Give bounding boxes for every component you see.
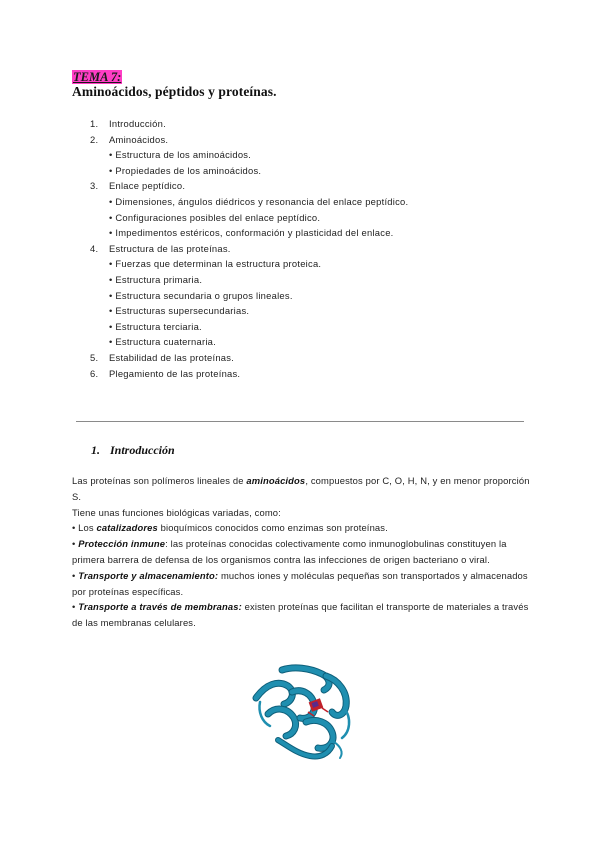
toc-item	[0, 116, 600, 132]
toc-subitem-text: • Propiedades de los aminoácidos.	[109, 164, 262, 176]
toc-subitem	[0, 163, 600, 179]
toc-subitem	[0, 256, 600, 272]
paragraph: Tiene unas funciones biológicas variadas, como:	[72, 506, 281, 518]
bold-term: aminoácidos	[246, 475, 306, 486]
bullet-item: • Transporte a través de membranas: existen proteínas que facilitan el transporte de materiales a través de las membranas celulares.	[72, 601, 529, 629]
toc-subitem	[0, 272, 600, 288]
bold-term: Transporte a través de membranas:	[78, 601, 242, 613]
toc-number: 5.	[90, 351, 99, 363]
toc-subitem	[0, 303, 600, 319]
toc-subitem-text: • Estructuras supersecundarias.	[109, 305, 250, 317]
toc-text: Estructura de las proteínas.	[109, 242, 231, 254]
toc-subitem	[0, 147, 600, 163]
toc-item	[0, 350, 600, 366]
toc-subitem-text: • Configuraciones posibles del enlace peptídico.	[109, 211, 321, 223]
toc-subitem	[0, 225, 600, 241]
bold-term: catalizadores	[96, 522, 158, 534]
section-divider	[76, 421, 524, 422]
toc-subitem	[0, 319, 600, 335]
paragraph: Las proteínas son polímeros lineales de aminoácidos, compuestos por C, O, H, N, y en menor proporción S.	[72, 475, 530, 502]
toc-subitem-text: • Fuerzas que determinan la estructura proteica.	[109, 258, 322, 270]
toc-text: Plegamiento de las proteínas.	[109, 367, 241, 379]
toc-item	[0, 366, 600, 382]
toc-number: 6.	[90, 367, 99, 379]
section-number: 1.	[91, 443, 100, 457]
bullet-item: • Protección inmune: las proteínas conocidas colectivamente como inmunoglobulinas constituyen la primera barrera de defensa de los organismos contra las infecciones de origen bacteriano o viral.	[72, 538, 507, 565]
toc-subitem-text: • Estructura cuaternaria.	[109, 336, 216, 348]
toc-subitem	[0, 334, 600, 350]
toc-subitem-text: • Estructura secundaria o grupos lineales.	[109, 289, 293, 301]
section-heading	[91, 443, 175, 458]
protein-structure-image	[248, 662, 364, 766]
toc-subitem-text: • Dimensiones, ángulos diédricos y resonancia del enlace peptídico.	[109, 195, 409, 207]
toc-item	[0, 241, 600, 257]
toc-text: Aminoácidos.	[109, 133, 169, 145]
toc-number: 4.	[90, 242, 99, 254]
toc-subitem	[0, 288, 600, 304]
toc-subitem-text: • Estructura terciaria.	[109, 320, 202, 332]
toc-number: 2.	[90, 133, 99, 145]
document-title: Aminoácidos, péptidos y proteínas.	[72, 84, 277, 99]
toc-item	[0, 132, 600, 148]
toc-number: 1.	[90, 118, 99, 129]
toc-subitem	[0, 194, 600, 210]
bold-term: Protección inmune	[78, 538, 166, 550]
section-title: Introducción	[110, 443, 175, 457]
tema-label: TEMA 7:	[73, 70, 122, 84]
table-of-contents	[0, 116, 600, 381]
section-body	[72, 473, 532, 631]
toc-text: Estabilidad de las proteínas.	[109, 351, 235, 363]
toc-number: 3.	[90, 180, 99, 192]
bullet-item: • Transporte y almacenamiento: muchos iones y moléculas pequeñas son transportados y almacenados por proteínas específicas.	[72, 569, 528, 597]
bullet-item: • Los catalizadores bioquímicos conocidos como enzimas son proteínas.	[72, 522, 388, 534]
toc-text: Enlace peptídico.	[109, 180, 186, 192]
toc-subitem-text: • Estructura de los aminoácidos.	[109, 149, 252, 161]
toc-subitem-text: • Estructura primaria.	[109, 273, 203, 285]
toc-text: Introducción.	[109, 118, 166, 129]
toc-subitem-text: • Impedimentos estéricos, conformación y plasticidad del enlace.	[109, 227, 394, 239]
bold-term: Transporte y almacenamiento:	[78, 569, 219, 581]
toc-item	[0, 178, 600, 194]
toc-subitem	[0, 210, 600, 226]
